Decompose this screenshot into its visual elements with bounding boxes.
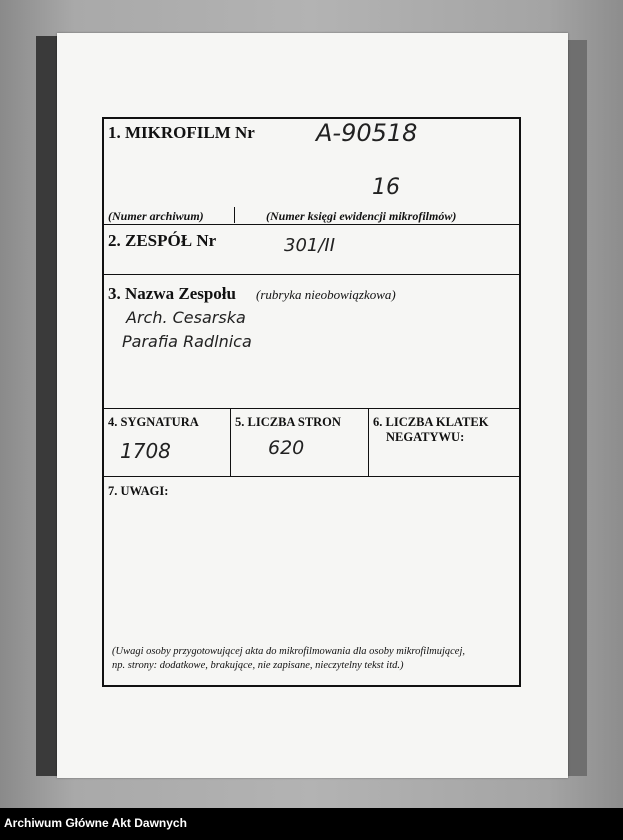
row-divider-1 bbox=[104, 224, 519, 225]
microfilm-register-number: 16 bbox=[372, 175, 400, 200]
archive-footer-bar bbox=[0, 808, 623, 840]
sygnatura-value: 1708 bbox=[120, 439, 171, 463]
col-divider-1 bbox=[230, 408, 231, 476]
register-number-label: (Numer księgi ewidencji mikrofilmów) bbox=[266, 209, 457, 223]
zespol-number: 301/II bbox=[284, 235, 336, 256]
liczba-klatek-title: 6. LICZBA KLATEK bbox=[373, 415, 489, 429]
nazwa-zespolu-line1: Arch. Cesarska bbox=[126, 308, 246, 327]
liczba-stron-value: 620 bbox=[268, 437, 305, 459]
row1-label-divider bbox=[234, 207, 235, 223]
archive-name: Archiwum Główne Akt Dawnych bbox=[4, 816, 187, 830]
row-divider-3 bbox=[104, 408, 519, 409]
archive-number-label: (Numer archiwum) bbox=[108, 209, 204, 223]
row-divider-4 bbox=[104, 476, 519, 477]
scan-shadow-left bbox=[36, 36, 58, 776]
mikrofilm-number: A-90518 bbox=[316, 119, 418, 147]
liczba-stron-title: 5. LICZBA STRON bbox=[235, 415, 341, 429]
uwagi-note-line1: (Uwagi osoby przygotowującej akta do mikrofilmowania dla osoby mikrofilmującej, bbox=[112, 646, 465, 657]
uwagi-note-line2: np. strony: dodatkowe, brakujące, nie zapisane, nieczytelny tekst itd.) bbox=[112, 660, 404, 671]
scan-shadow-right bbox=[567, 40, 587, 776]
uwagi-title: 7. UWAGI: bbox=[108, 484, 169, 498]
nazwa-zespolu-title: 3. Nazwa Zespołu bbox=[108, 284, 236, 303]
zespol-title: 2. ZESPÓŁ Nr bbox=[108, 231, 217, 250]
mikrofilm-title: 1. MIKROFILM Nr bbox=[108, 123, 255, 142]
microfilm-form bbox=[102, 117, 521, 687]
col-divider-2 bbox=[368, 408, 369, 476]
row-divider-2 bbox=[104, 274, 519, 275]
sygnatura-title: 4. SYGNATURA bbox=[108, 415, 199, 429]
nazwa-zespolu-line2: Parafia Radlnica bbox=[122, 332, 252, 351]
liczba-klatek-subtitle: NEGATYWU: bbox=[386, 430, 465, 444]
nazwa-zespolu-note: (rubryka nieobowiązkowa) bbox=[256, 287, 396, 302]
